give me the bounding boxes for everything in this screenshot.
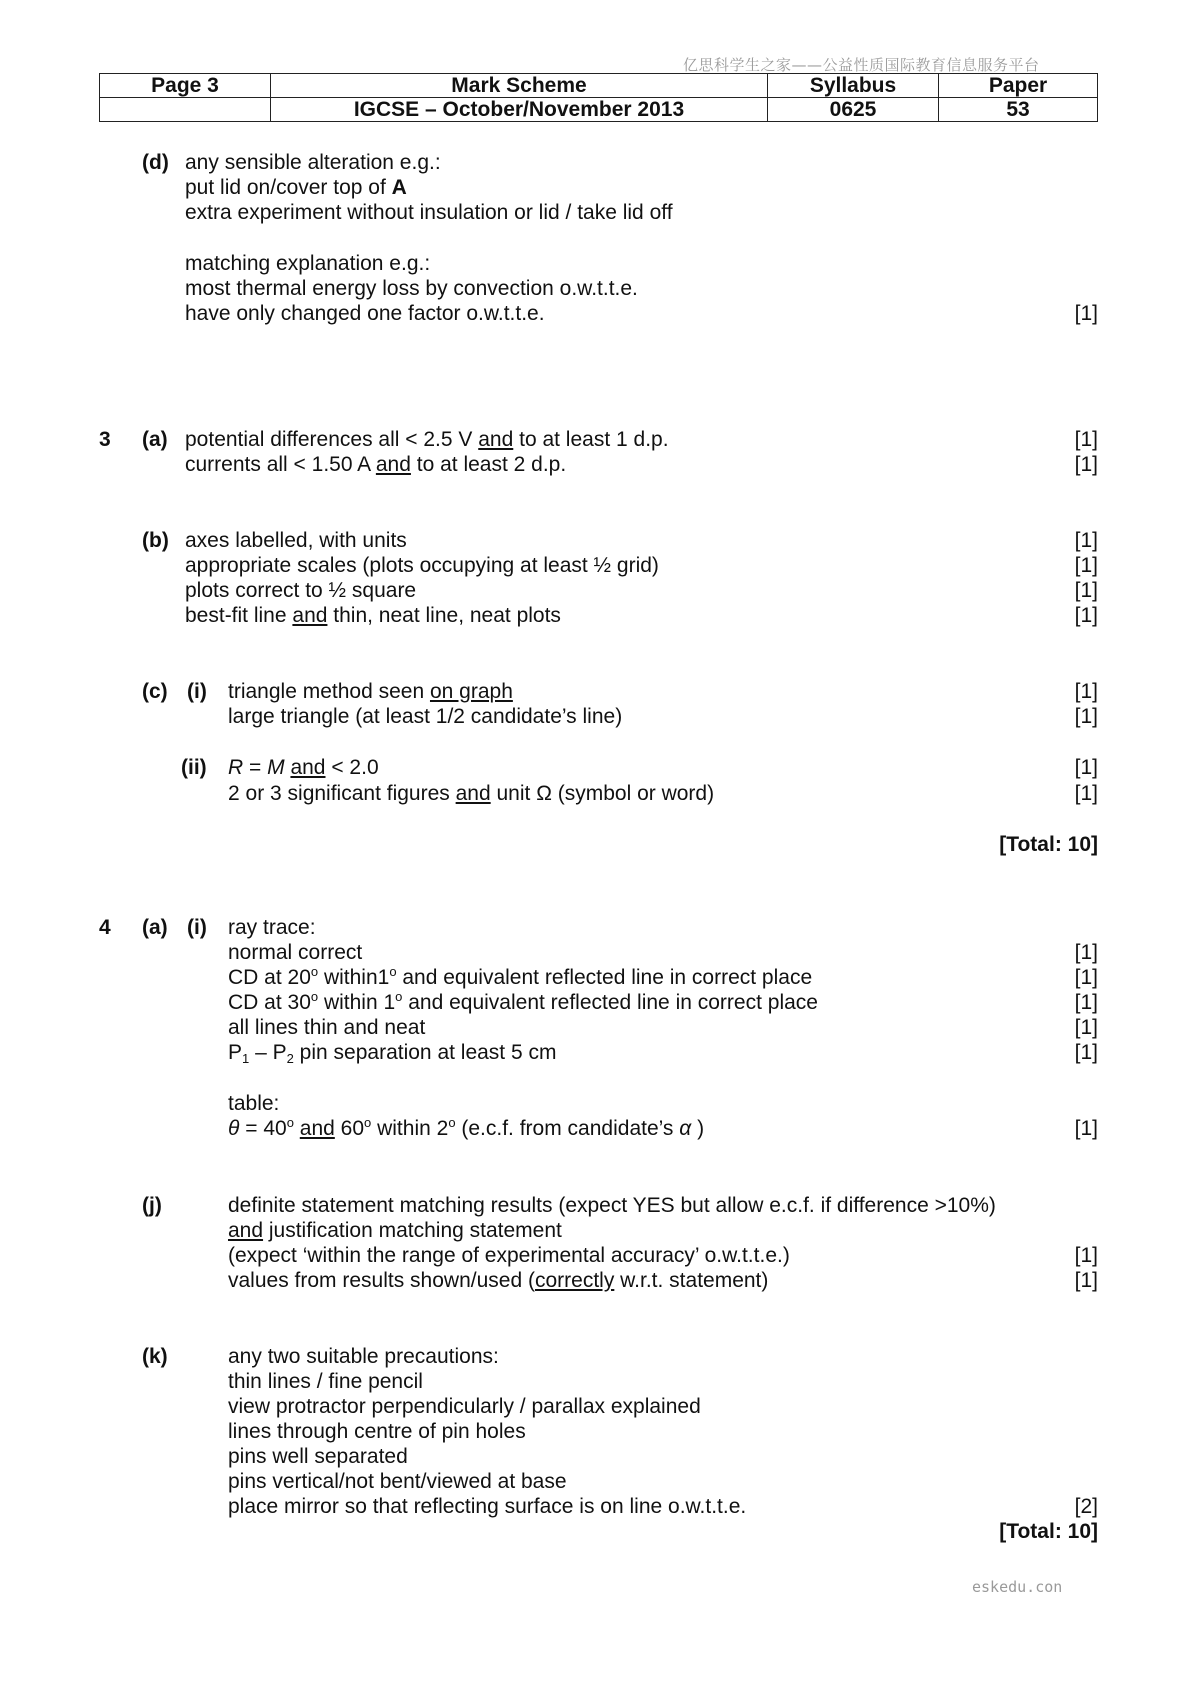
q4-line: view protractor perpendicularly / parallax explained [228,1395,701,1418]
q4-line: pins well separated [228,1445,408,1468]
mark: [1] [1074,554,1098,577]
text: pin separation at least 5 cm [293,1041,557,1064]
text: to at least 2 d.p. [410,453,567,476]
q3b-line: axes labelled, with units [185,529,407,552]
text: = 40 [239,1117,287,1140]
header-page: Page 3 [100,74,271,98]
text: to at least 1 d.p. [513,428,669,451]
q3c-line [228,680,513,704]
q4-line [228,1117,704,1141]
q2d-line: any sensible alteration e.g.: [185,151,441,174]
q2d-line: extra experiment without insulation or lid / take lid off [185,201,673,224]
text: ) [691,1117,705,1140]
q4-line: ray trace: [228,916,316,939]
text: within 2 [371,1117,449,1140]
q4-line [228,1269,768,1293]
q2d-bold-a: A [391,176,407,199]
q3a-line [185,453,566,477]
q3b-line: appropriate scales (plots occupying at least ½ grid) [185,554,659,577]
q4-line [228,1041,557,1065]
q3c-line [228,756,379,780]
text: w.r.t. statement) [614,1269,769,1292]
symbol-theta: θ [228,1117,240,1140]
text: thin, neat line, neat plots [327,604,561,627]
mark: [1] [1074,680,1098,703]
watermark-top: 亿思科学生之家——公益性质国际教育信息服务平台 [683,56,1040,74]
mark: [1] [1074,529,1098,552]
q3c-line [228,782,714,806]
q4j-label: (j) [142,1194,162,1217]
degree: o [310,964,319,979]
q4-line: place mirror so that reflecting surface is on line o.w.t.t.e. [228,1495,747,1518]
mark: [1] [1074,991,1098,1014]
text: – P [249,1041,287,1064]
degree: o [310,989,319,1004]
mark: [1] [1074,604,1098,627]
mark: [2] [1074,1495,1098,1518]
mark: [1] [1074,579,1098,602]
q4-line: lines through centre of pin holes [228,1420,526,1443]
q4-line: (expect ‘within the range of experimental accuracy’ o.w.t.t.e.) [228,1244,790,1267]
text: within1 [318,966,390,989]
q3c-i-label: (i) [187,680,207,703]
q3-number: 3 [99,428,111,451]
q3b-line: plots correct to ½ square [185,579,417,602]
mark: [1] [1074,1117,1098,1140]
symbol-m: M [267,756,285,779]
q4-line: definite statement matching results (expect YES but allow e.c.f. if difference >10%) [228,1194,996,1217]
mark: [1] [1074,302,1098,325]
q3c-ii-label: (ii) [181,756,207,779]
q3b-label: (b) [142,529,169,552]
text: unit Ω (symbol or word) [490,782,715,805]
underlined-text: and [299,1117,335,1140]
q3a-label: (a) [142,428,168,451]
text: CD at 30 [228,991,311,1014]
mark: [1] [1074,1016,1098,1039]
q3c-line: large triangle (at least 1/2 candidate’s line) [228,705,623,728]
header-exam: IGCSE – October/November 2013 [271,98,768,122]
degree: o [286,1115,294,1130]
text: P [228,1041,243,1064]
underlined-text: and [292,604,328,627]
text: 60 [334,1117,365,1140]
header-paper-label: Paper [939,74,1098,98]
underlined-text: on graph [429,680,513,703]
underlined-text: and [375,453,411,476]
text: and equivalent reflected line in correct place [396,966,813,989]
header-syllabus: 0625 [768,98,939,122]
mark: [1] [1074,705,1098,728]
degree: o [448,1115,456,1130]
text: values from results shown/used ( [228,1269,535,1292]
text: < 2.0 [325,756,379,779]
mark: [1] [1074,1041,1098,1064]
subscript: 2 [286,1051,294,1066]
q4-number: 4 [99,916,111,939]
text: = [243,756,268,779]
symbol-alpha: α [679,1117,692,1140]
text: CD at 20 [228,966,311,989]
text: best-fit line [185,604,293,627]
text: and equivalent reflected line in correct place [402,991,818,1014]
header-table [99,73,1098,122]
mark: [1] [1074,1269,1098,1292]
q2d-text: put lid on/cover top of [185,176,392,199]
q4a-label: (a) [142,916,168,939]
q4-line [228,966,812,990]
q3c-label: (c) [142,680,168,703]
header-title: Mark Scheme [271,74,768,98]
q4-line: pins vertical/not bent/viewed at base [228,1470,567,1493]
q4-total: [Total: 10] [999,1520,1098,1543]
q2d-line: most thermal energy loss by convection o.w.t.t.e. [185,277,638,300]
q4-line: normal correct [228,941,363,964]
degree: o [389,964,397,979]
underlined-text: and [228,1219,264,1242]
q3b-line [185,604,561,628]
mark: [1] [1074,756,1098,779]
underlined-text: correctly [534,1269,615,1292]
q3-total: [Total: 10] [999,833,1098,856]
q4a-i-label: (i) [187,916,207,939]
text: potential differences all < 2.5 V [185,428,479,451]
mark: [1] [1074,453,1098,476]
underlined-text: and [455,782,491,805]
text: (e.c.f. from candidate’s [455,1117,680,1140]
watermark-bottom: eskedu.con [972,1578,1063,1596]
q4-line: thin lines / fine pencil [228,1370,423,1393]
text: triangle method seen [228,680,430,703]
q2d-line [185,176,407,200]
q3a-line [185,428,669,452]
q4-line [228,991,818,1015]
q2d-line: matching explanation e.g.: [185,252,431,275]
q4k-label: (k) [142,1345,168,1368]
degree: o [395,989,403,1004]
symbol-r: R [228,756,244,779]
q4-line [228,1219,562,1243]
underlined-text: and [290,756,326,779]
q2d-label: (d) [142,151,169,174]
mark: [1] [1074,428,1098,451]
subscript: 1 [242,1051,250,1066]
header-empty-cell [100,98,271,122]
q2d-line: have only changed one factor o.w.t.t.e. [185,302,545,325]
degree: o [364,1115,372,1130]
mark: [1] [1074,941,1098,964]
header-paper: 53 [939,98,1098,122]
q4-line: table: [228,1092,280,1115]
q4-line: all lines thin and neat [228,1016,426,1039]
text: 2 or 3 significant figures [228,782,456,805]
text: currents all < 1.50 A [185,453,376,476]
q4-line: any two suitable precautions: [228,1345,499,1368]
header-syllabus-label: Syllabus [768,74,939,98]
text: justification matching statement [263,1219,562,1242]
mark: [1] [1074,782,1098,805]
mark: [1] [1074,1244,1098,1267]
mark: [1] [1074,966,1098,989]
underlined-text: and [478,428,514,451]
text: within 1 [318,991,396,1014]
